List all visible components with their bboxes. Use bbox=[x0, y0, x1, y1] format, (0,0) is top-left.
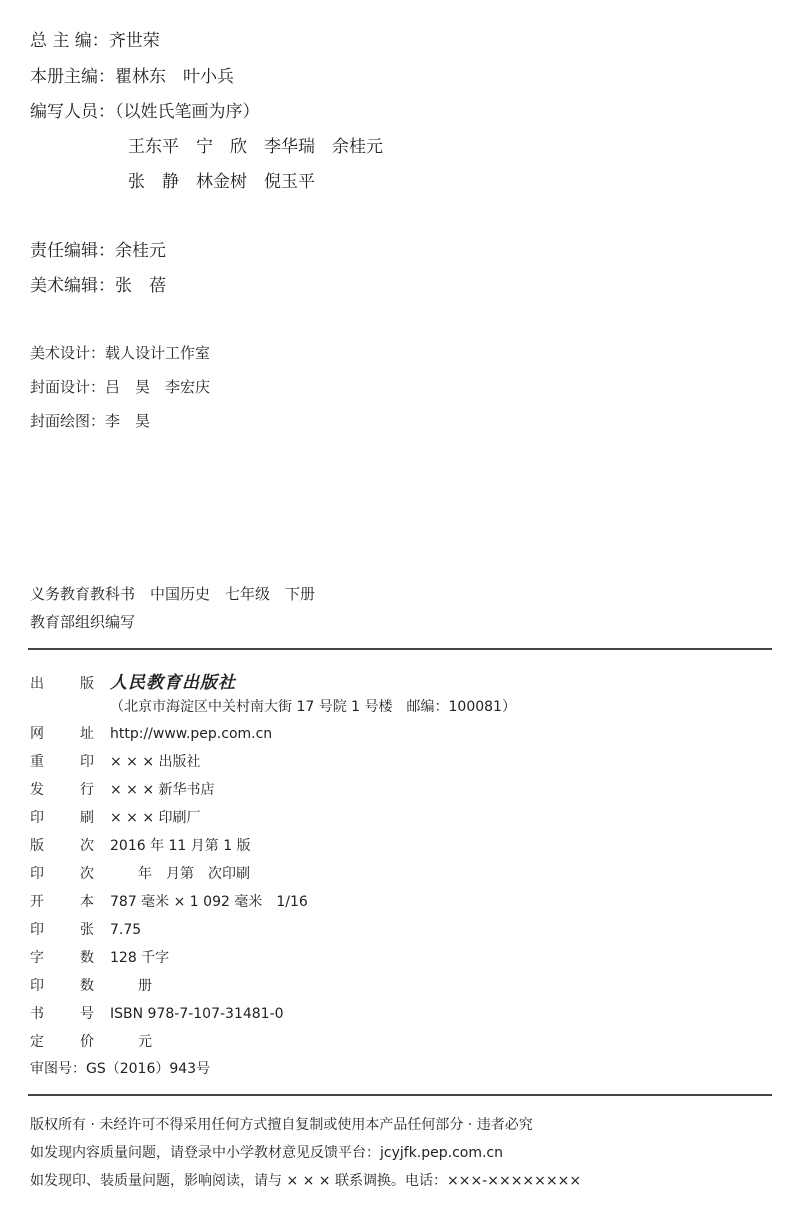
info-value: × × × 新华书店 bbox=[110, 782, 215, 798]
info-row bbox=[30, 891, 308, 911]
publisher-logo: 人民教育出版社 bbox=[110, 673, 236, 693]
info-key-char: 网 bbox=[30, 726, 44, 742]
divider-bottom bbox=[28, 1094, 772, 1096]
art-editor: 美术编辑：张 蓓 bbox=[30, 276, 166, 296]
book-org: 教育部组织编写 bbox=[30, 613, 136, 631]
info-key-char: 开 bbox=[30, 894, 44, 910]
volume-editor: 本册主编：瞿林东 叶小兵 bbox=[30, 67, 234, 87]
info-key-char: 印 bbox=[30, 866, 44, 882]
content-feedback: 如发现内容质量问题，请登录中小学教材意见反馈平台：jcyjfk.pep.com.cn bbox=[30, 1145, 504, 1161]
info-key-char: 书 bbox=[30, 1006, 44, 1022]
info-value: ISBN 978-7-107-31481-0 bbox=[110, 1006, 284, 1022]
info-key-char: 次 bbox=[80, 838, 94, 854]
cover-design: 封面设计：吕 昊 李宏庆 bbox=[30, 378, 211, 396]
info-key-char: 印 bbox=[30, 978, 44, 994]
info-key-char: 本 bbox=[80, 894, 94, 910]
info-value: 2016 年 11 月第 1 版 bbox=[110, 838, 251, 854]
info-row bbox=[30, 919, 141, 939]
info-key-char: 次 bbox=[80, 866, 94, 882]
info-key-char: 版 bbox=[30, 838, 44, 854]
info-row bbox=[30, 779, 215, 799]
book-series: 义务教育教科书 中国历史 七年级 下册 bbox=[30, 585, 316, 603]
info-row bbox=[30, 807, 201, 827]
info-value: http://www.pep.com.cn bbox=[110, 726, 273, 742]
info-key-char: 字 bbox=[30, 950, 44, 966]
info-value: 册 bbox=[110, 978, 152, 994]
writers-line-2: 张 静 林金树 倪玉平 bbox=[128, 172, 315, 192]
info-key-char: 数 bbox=[80, 978, 94, 994]
divider-top bbox=[28, 648, 772, 650]
info-row bbox=[30, 947, 169, 967]
info-key-char: 址 bbox=[80, 726, 94, 742]
info-key-char: 号 bbox=[80, 1006, 94, 1022]
info-value: × × × 出版社 bbox=[110, 754, 201, 770]
info-row bbox=[30, 1031, 152, 1051]
info-key-char: 重 bbox=[30, 754, 44, 770]
info-key-char: 数 bbox=[80, 950, 94, 966]
info-value: 787 毫米 × 1 092 毫米 1/16 bbox=[110, 894, 308, 910]
info-key-char: 张 bbox=[80, 922, 94, 938]
responsible-editor: 责任编辑：余桂元 bbox=[30, 241, 166, 261]
cover-drawing: 封面绘图：李 昊 bbox=[30, 412, 151, 430]
info-value: 128 千字 bbox=[110, 950, 170, 966]
info-key-char: 价 bbox=[80, 1034, 94, 1050]
info-row bbox=[30, 863, 250, 883]
info-row bbox=[30, 835, 251, 855]
info-value: 年 月第 次印刷 bbox=[110, 866, 250, 882]
chief-editor: 总 主 编：齐世荣 bbox=[30, 31, 160, 51]
print-feedback: 如发现印、装质量问题，影响阅读，请与 × × × 联系调换。电话：×××-×××××××× bbox=[30, 1173, 582, 1189]
writers-label: 编写人员：（以姓氏笔画为序） bbox=[30, 102, 260, 122]
info-key-char: 行 bbox=[80, 782, 94, 798]
info-key-char: 发 bbox=[30, 782, 44, 798]
info-key-char: 印 bbox=[30, 922, 44, 938]
info-row bbox=[30, 751, 201, 771]
copyright-notice: 版权所有 · 未经许可不得采用任何方式擅自复制或使用本产品任何部分 · 违者必究 bbox=[30, 1117, 533, 1133]
art-design: 美术设计：载人设计工作室 bbox=[30, 344, 211, 362]
info-key-char: 印 bbox=[80, 754, 94, 770]
info-value: 元 bbox=[110, 1034, 152, 1050]
publisher-row: 出 版 人民教育出版社 bbox=[30, 673, 236, 693]
info-key-char: 刷 bbox=[80, 810, 94, 826]
info-value: × × × 印刷厂 bbox=[110, 810, 201, 826]
info-row bbox=[30, 1003, 284, 1023]
info-key-char: 定 bbox=[30, 1034, 44, 1050]
map-review-number: 审图号：GS（2016）943号 bbox=[30, 1061, 211, 1077]
info-row bbox=[30, 723, 272, 743]
info-value: 7.75 bbox=[110, 922, 142, 938]
info-key-char: 印 bbox=[30, 810, 44, 826]
writers-line-1: 王东平 宁 欣 李华瑞 余桂元 bbox=[128, 137, 383, 157]
info-row bbox=[30, 975, 152, 995]
publisher-address: （北京市海淀区中关村南大街 17 号院 1 号楼 邮编：100081） bbox=[110, 699, 516, 715]
